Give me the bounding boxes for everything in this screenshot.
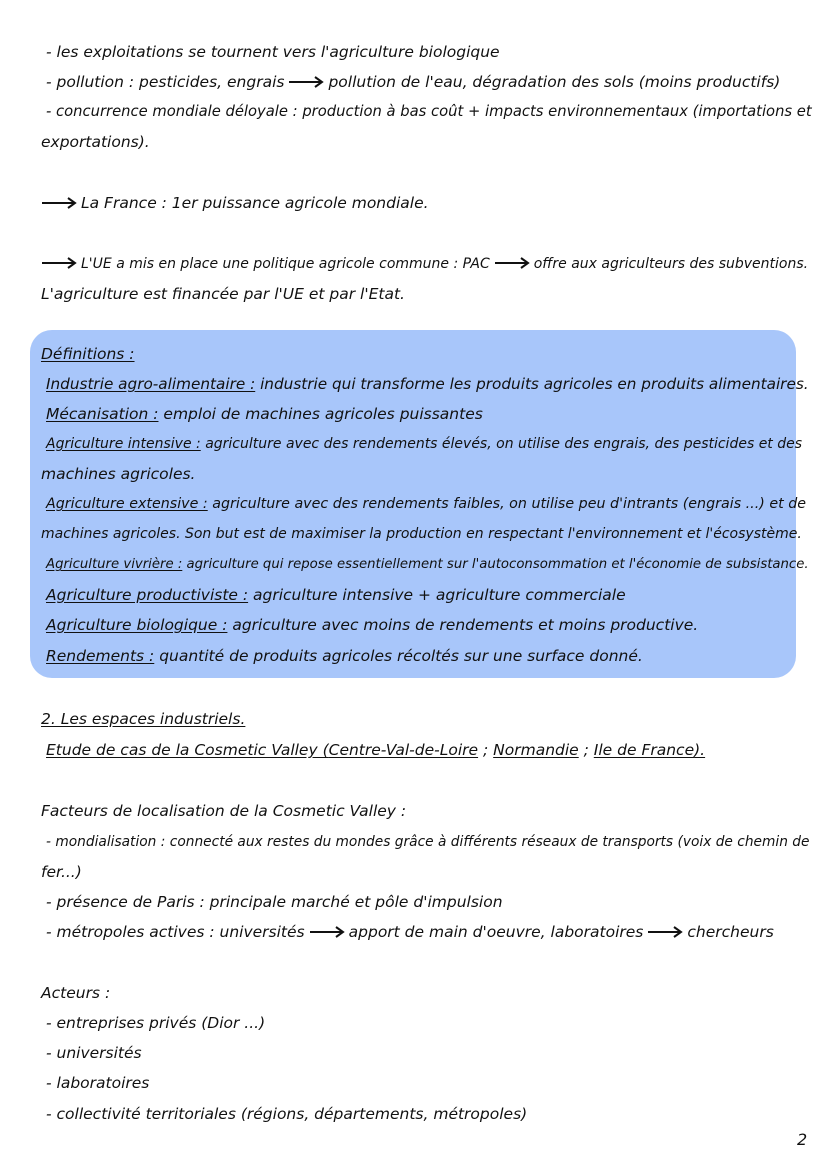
definition-term: Rendements : [46,647,155,665]
definition-text: agriculture intensive + agriculture commerciale [248,586,626,604]
definition-text: quantité de produits agricoles récoltés sur une surface donné. [154,647,643,665]
definition-item [46,585,626,605]
pac-financing: L'agriculture est financée par l'UE et par l'Etat. [41,285,405,303]
actor-item: - entreprises privés (Dior ...) [46,1014,266,1032]
definition-term: Mécanisation : [46,405,159,423]
definition-item [46,646,643,666]
case-study-title: Etude de cas de la Cosmetic Valley (Centre-Val-de-Loire ; Normandie ; Ile de France). [46,741,706,759]
france-statement: La France : 1er puissance agricole mondiale. [41,193,429,213]
factors-heading: Facteurs de localisation de la Cosmetic Valley : [41,802,407,820]
factor-item: - mondialisation : connecté aux restes du mondes grâce à différents réseaux de transports (voix de chemin de [46,834,810,850]
arrow-right-icon [647,925,683,939]
arrow-right-icon [309,925,345,939]
definition-term: Agriculture productiviste : [46,586,249,604]
definition-item [46,434,802,454]
definition-text: agriculture qui repose essentiellement sur l'autoconsommation et l'économie de subsistance. [182,557,809,572]
arrow-right-icon [41,256,77,270]
actor-item: - universités [46,1044,142,1062]
actor-item: - collectivité territoriales (régions, départements, métropoles) [46,1105,528,1123]
definitions-heading: Définitions : [41,345,135,363]
bullet-organic: - les exploitations se tournent vers l'agriculture biologique [46,43,500,61]
region-normandie: Normandie [493,741,579,759]
factor-item: - présence de Paris : principale marché et pôle d'impulsion [46,893,503,911]
section-title: 2. Les espaces industriels. [41,710,246,728]
pac-statement: L'UE a mis en place une politique agricole commune : PAC offre aux agriculteurs des subventions. [41,254,808,274]
arrow-right-icon [288,75,324,89]
definition-term: Agriculture intensive : [46,436,201,452]
definition-cont: machines agricoles. Son but est de maximiser la production en respectant l'environnement et l'écosystème. [41,526,802,542]
actor-item: - laboratoires [46,1074,150,1092]
factor-cont: fer...) [41,863,82,881]
definition-term: Industrie agro-alimentaire : [46,375,256,393]
bullet-competition-cont: exportations). [41,133,150,151]
bullet-competition: - concurrence mondiale déloyale : production à bas coût + impacts environnementaux (importations et [46,103,812,120]
definition-item [46,555,809,575]
definition-text: emploi de machines agricoles puissantes [158,405,483,423]
definition-item [46,404,483,424]
bullet-pollution [46,72,780,92]
definition-text: agriculture avec des rendements élevés, on utilise des engrais, des pesticides et des [200,436,803,452]
definition-text: agriculture avec des rendements faibles, on utilise peu d'intrants (engrais ...) et de [207,496,807,512]
definition-item [46,494,806,514]
page-number: 2 [797,1130,808,1149]
arrow-right-icon [41,196,77,210]
pollution-cause: - pollution : pesticides, engrais [46,73,285,91]
definition-text: industrie qui transforme les produits agricoles en produits alimentaires. [255,375,809,393]
pollution-effect: pollution de l'eau, dégradation des sols (moins productifs) [328,73,781,91]
region-idf: Ile de France [593,741,695,759]
definition-text: agriculture avec moins de rendements et moins productive. [227,616,699,634]
definition-item [46,615,698,635]
region-centre: Centre-Val-de-Loire [328,741,479,759]
actors-heading: Acteurs : [41,984,111,1002]
definition-term: Agriculture biologique : [46,616,228,634]
definition-item [46,374,809,394]
definition-cont: machines agricoles. [41,465,196,483]
factor-item: - métropoles actives : universités apport de main d'oeuvre, laboratoires chercheurs [46,923,774,941]
arrow-right-icon [494,256,530,270]
definition-term: Agriculture vivrière : [46,557,183,572]
definition-term: Agriculture extensive : [46,496,208,512]
